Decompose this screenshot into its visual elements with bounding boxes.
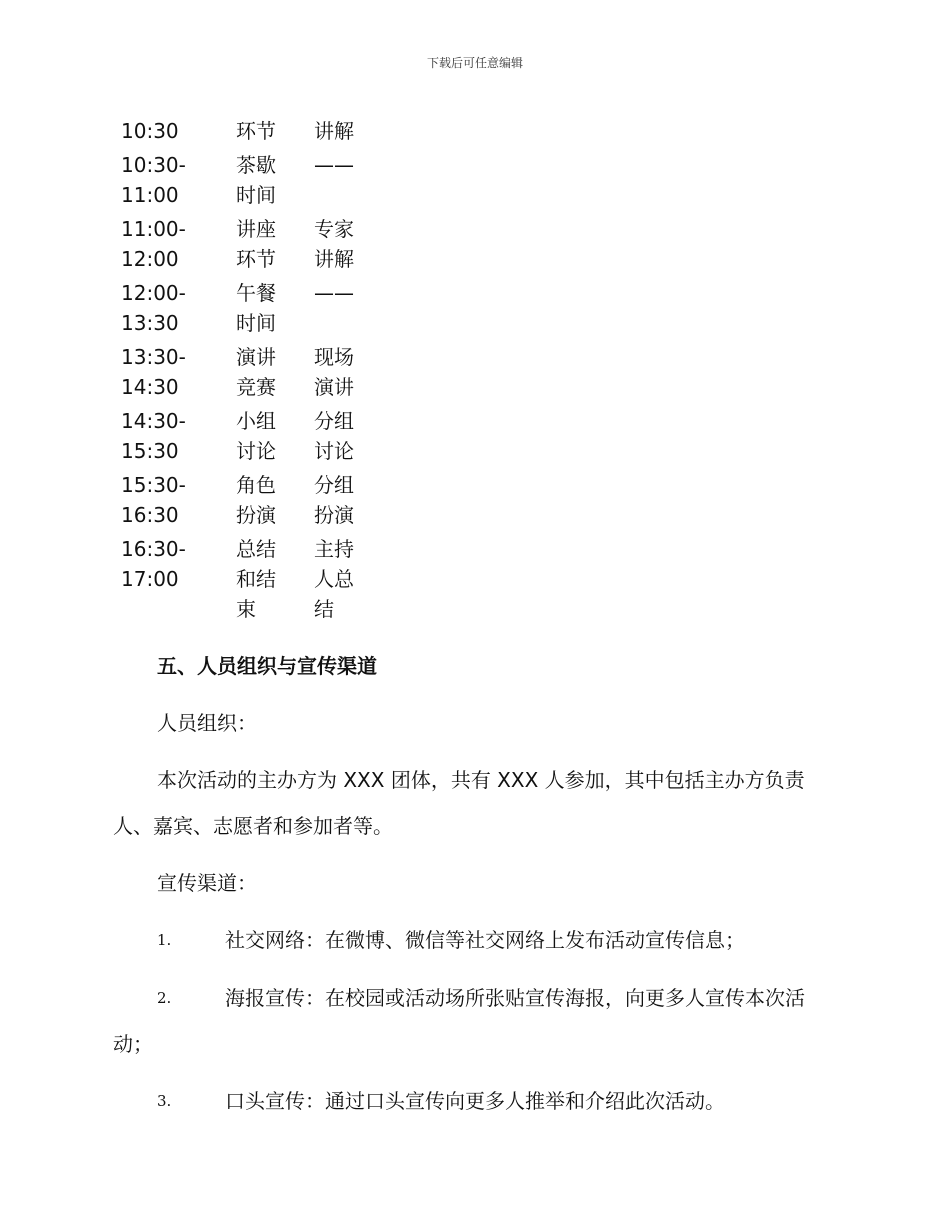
form-text: 现场演讲 xyxy=(314,345,354,399)
form-cell xyxy=(314,150,374,214)
time-text: 11:00-12:00 xyxy=(121,217,186,271)
list-item xyxy=(113,917,837,963)
table-row xyxy=(121,342,374,406)
form-cell xyxy=(314,470,374,534)
time-cell xyxy=(121,214,236,278)
list-number: 1. xyxy=(157,931,172,949)
list-item xyxy=(113,975,837,1067)
list-text: 社交网络：在微博、微信等社交网络上发布活动宣传信息； xyxy=(225,928,745,952)
form-cell xyxy=(314,278,374,342)
staff-label: 人员组织： xyxy=(157,711,257,735)
segment-text: 演讲竞赛 xyxy=(236,345,276,399)
form-text: —— xyxy=(314,281,354,305)
form-cell xyxy=(314,342,374,406)
segment-text: 午餐时间 xyxy=(236,281,276,335)
segment-text: 环节 xyxy=(236,119,276,143)
form-cell xyxy=(314,214,374,278)
time-text: 14:30-15:30 xyxy=(121,409,186,463)
section-heading: 五、人员组织与宣传渠道 xyxy=(157,654,377,678)
table-row xyxy=(121,214,374,278)
time-text: 16:30-17:00 xyxy=(121,537,186,591)
list-text: 口头宣传：通过口头宣传向更多人推举和介绍此次活动。 xyxy=(225,1089,725,1113)
list-number: 3. xyxy=(157,1092,172,1110)
time-text: 12:00-13:30 xyxy=(121,281,186,335)
table-row xyxy=(121,278,374,342)
time-cell xyxy=(121,278,236,342)
table-row xyxy=(121,534,374,628)
time-text: 10:30 xyxy=(121,119,179,143)
time-cell xyxy=(121,116,236,150)
table-row xyxy=(121,406,374,470)
segment-cell xyxy=(236,342,314,406)
segment-cell xyxy=(236,150,314,214)
segment-cell xyxy=(236,470,314,534)
segment-text: 角色扮演 xyxy=(236,473,276,527)
time-cell xyxy=(121,470,236,534)
form-text: 专家讲解 xyxy=(314,217,354,271)
form-cell xyxy=(314,534,374,628)
table-row xyxy=(121,116,374,150)
page-header: 下载后可任意编辑 xyxy=(426,56,523,70)
form-text: —— xyxy=(314,153,354,177)
form-text: 讲解 xyxy=(314,119,354,143)
schedule-rows xyxy=(121,116,374,628)
channels-label: 宣传渠道： xyxy=(157,871,257,895)
segment-cell xyxy=(236,214,314,278)
time-text: 13:30-14:30 xyxy=(121,345,186,399)
form-text: 主持人总结 xyxy=(314,537,354,621)
time-cell xyxy=(121,406,236,470)
form-text: 分组扮演 xyxy=(314,473,354,527)
list-item xyxy=(113,1078,837,1124)
list-number: 2. xyxy=(157,989,172,1007)
table-row xyxy=(121,470,374,534)
form-cell xyxy=(314,406,374,470)
segment-text: 总结和结束 xyxy=(236,537,276,621)
form-text: 分组讨论 xyxy=(314,409,354,463)
segment-text: 茶歇时间 xyxy=(236,153,276,207)
time-cell xyxy=(121,342,236,406)
list-text: 海报宣传：在校园或活动场所张贴宣传海报，向更多人宣传本次活动； xyxy=(113,986,805,1056)
segment-text: 讲座环节 xyxy=(236,217,276,271)
time-cell xyxy=(121,150,236,214)
time-text: 10:30-11:00 xyxy=(121,153,186,207)
segment-cell xyxy=(236,406,314,470)
time-cell xyxy=(121,534,236,628)
form-cell xyxy=(314,116,374,150)
segment-text: 小组讨论 xyxy=(236,409,276,463)
staff-paragraph: 本次活动的主办方为 XXX 团体，共有 XXX 人参加，其中包括主办方负责人、嘉宾、志愿者和参加者等。 xyxy=(113,768,805,838)
table-row xyxy=(121,150,374,214)
time-text: 15:30-16:30 xyxy=(121,473,186,527)
segment-cell xyxy=(236,534,314,628)
segment-cell xyxy=(236,116,314,150)
segment-cell xyxy=(236,278,314,342)
schedule-table xyxy=(121,116,374,628)
